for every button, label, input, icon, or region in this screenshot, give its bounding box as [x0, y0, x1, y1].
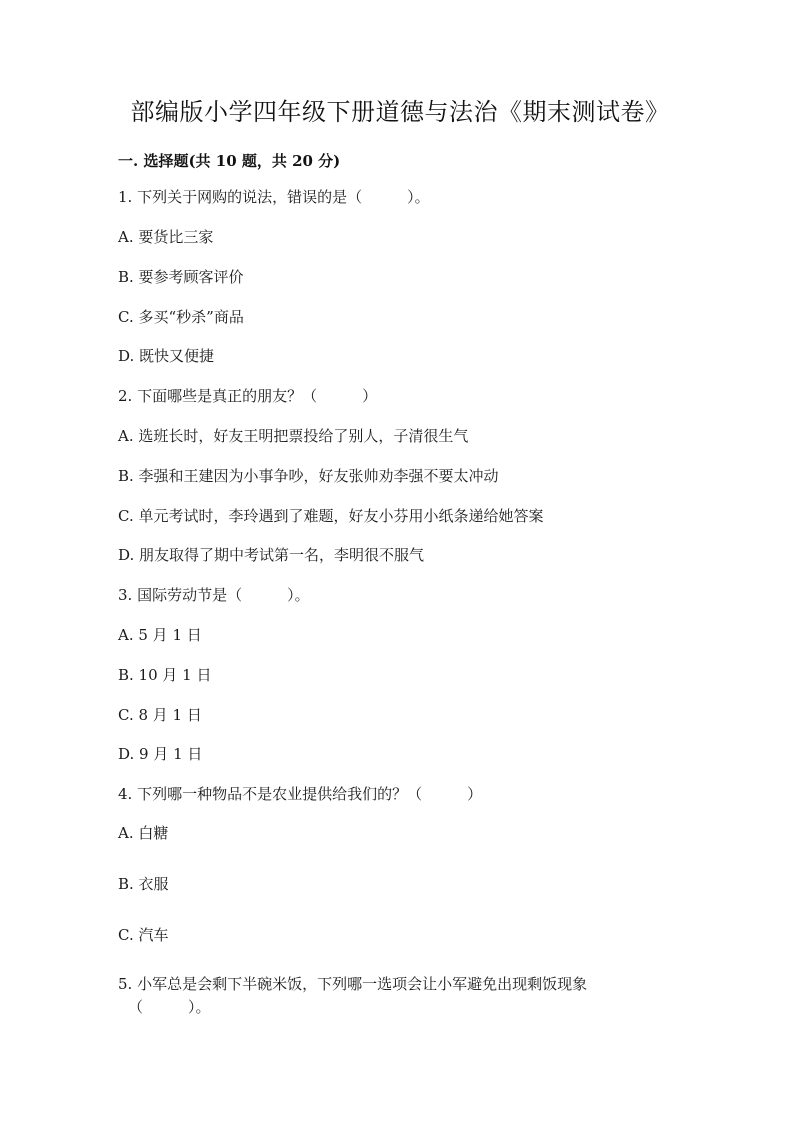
question-3-stem: 3. 国际劳动节是（ ）。: [118, 586, 310, 604]
question-4-stem: 4. 下列哪一种物品不是农业提供给我们的？（ ）: [118, 785, 483, 803]
question-2-option-d: D. 朋友取得了期中考试第一名，李明很不服气: [118, 546, 425, 564]
question-3-option-c: C. 8 月 1 日: [118, 706, 202, 724]
page-title: 部编版小学四年级下册道德与法治《期末测试卷》: [130, 98, 670, 126]
question-3-option-a: A. 5 月 1 日: [118, 626, 202, 644]
question-1-option-c: C. 多买“秒杀”商品: [118, 308, 244, 326]
question-2-option-c: C. 单元考试时，李玲遇到了难题，好友小芬用小纸条递给她答案: [118, 507, 544, 525]
question-5-stem-continuation: （ ）。: [128, 998, 211, 1016]
section-heading: 一. 选择题(共 10 题，共 20 分): [118, 152, 341, 170]
question-2-stem: 2. 下面哪些是真正的朋友？（ ）: [118, 387, 378, 405]
question-1-option-b: B. 要参考顾客评价: [118, 268, 244, 286]
question-1-stem: 1. 下列关于网购的说法，错误的是（ ）。: [118, 188, 430, 206]
question-4-option-b: B. 衣服: [118, 875, 169, 893]
question-1-option-d: D. 既快又便捷: [118, 347, 215, 365]
question-2-option-a: A. 选班长时，好友王明把票投给了别人，子清很生气: [118, 427, 469, 445]
question-4-option-c: C. 汽车: [118, 926, 169, 944]
question-4-option-a: A. 白糖: [118, 824, 169, 842]
question-1-option-a: A. 要货比三家: [118, 228, 214, 246]
question-3-option-b: B. 10 月 1 日: [118, 666, 212, 684]
question-5-stem: 5. 小军总是会剩下半碗米饭，下列哪一选项会让小军避免出现剩饭现象: [118, 975, 588, 993]
question-3-option-d: D. 9 月 1 日: [118, 745, 203, 763]
question-2-option-b: B. 李强和王建因为小事争吵，好友张帅劝李强不要太冲动: [118, 467, 499, 485]
